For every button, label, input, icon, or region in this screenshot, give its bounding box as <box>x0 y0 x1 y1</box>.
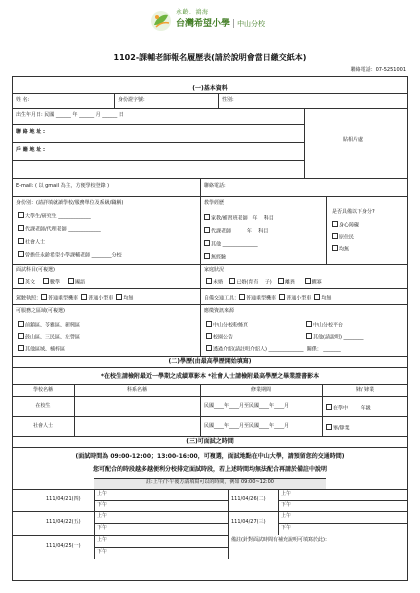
area-option-1[interactable]: 前鎮區、苓雅區、新興區 <box>18 321 80 329</box>
area-option-3[interactable]: 其他區域、楠梓區 <box>18 345 65 353</box>
contact-phone-label: 聯絡電話: <box>204 183 226 189</box>
edu-header-status: 肄/ 肄業 <box>355 387 375 393</box>
identity-special-label: 是否具備以下身分? <box>332 209 375 215</box>
school-logo <box>150 8 280 38</box>
education-note: *在校生請檢附最近一學期之成績單影本 *社會人士請檢附最高學歷之畢業證書影本 <box>100 373 320 380</box>
identity-label: 身份別：(請詳填就讀學校/服務單位及系級/職稱) <box>16 200 124 206</box>
contact-address-label: 聯 絡 地 址 : <box>16 129 45 135</box>
interview-remark[interactable]: 備註(針對面試時間有補充說明可填寫於此)： <box>231 537 330 543</box>
photo-placeholder: 貼相片處 <box>343 137 364 143</box>
registered-address-label: 戶 籍 地 址 : <box>16 147 45 153</box>
interview-date-3: 111/04/25(一) <box>46 543 81 549</box>
interview-slot-3-am[interactable]: 上午 <box>97 537 108 543</box>
edu-header-dept: 科系名稱 <box>126 387 147 393</box>
logo-main-text: 台灣希望小學 | 中山分校 <box>176 19 266 29</box>
interview-slot-1-pm[interactable]: 下午 <box>97 502 108 508</box>
edu-period-row2[interactable]: 民國____年____月至民國____年____月 <box>204 423 290 429</box>
subjects-label: 面試科目(可複選) <box>16 267 55 273</box>
interview-slot-4-am[interactable]: 上午 <box>281 491 292 497</box>
interview-slot-2-pm[interactable]: 下午 <box>97 525 108 531</box>
email-field[interactable]: E-mail: ( 以 gmail 為主，方便學校登錄 ) <box>16 183 110 189</box>
birth-date-field[interactable]: 出生年月日: 民國 ______ 年 ______ 月 ______ 日 <box>16 112 124 118</box>
interview-slot-2-am[interactable]: 上午 <box>97 513 108 519</box>
interview-time-note: (面試時間為 09:00-12:00；13:00-16:00，可複選，面試地點在中山大學，請預留您的交通時間) <box>75 453 345 460</box>
interview-slot-1-am[interactable]: 上午 <box>97 491 108 497</box>
interview-slot-5-am[interactable]: 上午 <box>281 513 292 519</box>
interview-slot-3-pm[interactable]: 下午 <box>97 549 108 555</box>
logo-leaf-icon <box>150 10 172 32</box>
edu-header-period: 修業期間 <box>250 387 271 393</box>
edu-header-school: 學校名稱 <box>32 387 53 393</box>
family-label: 家庭狀況 <box>204 267 225 273</box>
family-options[interactable]: 未婚 已婚(育有 子) 離異 鰥寡 <box>206 278 322 286</box>
document-title: 1102-課輔老師報名履歷表(請於說明會當日繳交紙本) <box>113 53 307 62</box>
interview-slot-4-pm[interactable]: 下午 <box>281 502 292 508</box>
school-phone: 聯絡電話：07-5251001 <box>350 67 406 73</box>
interview-date-2: 111/04/22(五) <box>46 519 81 525</box>
interview-date-4: 111/04/26(二) <box>231 496 266 502</box>
edu-status-row2[interactable]: 畢/肄業 <box>326 424 350 432</box>
area-label: 可服務之區域(可複選) <box>16 308 65 314</box>
identity-substitute[interactable]: 代課老師/代理老師 _____________ <box>18 225 101 233</box>
special-none[interactable]: 均無 <box>332 245 349 253</box>
interview-arrange-note: 您可配合的時段越多越便利分校排定面試時段，若上述時間均無法配合再請於備註中說明 <box>92 466 327 473</box>
edu-row-student: 在校生 <box>35 403 51 409</box>
vehicle-options[interactable]: 自備交通工具： 普通重型機車 普通小型車 均無 <box>204 295 332 302</box>
identity-public[interactable]: 社會人士 <box>18 238 45 246</box>
interview-hint: 註:上午/下午後方請填寫可以的時間，例如 09:00~12:00 <box>146 479 274 485</box>
area-option-2[interactable]: 鼓山區、三民區、左營區 <box>18 333 80 341</box>
logo-top-text: 永齡．鴻海 <box>176 9 209 16</box>
special-indigenous[interactable]: 原住民 <box>332 233 354 241</box>
gender-label: 性別: <box>222 97 234 103</box>
identity-student[interactable]: 大學生/研究生 _____________ <box>18 212 91 220</box>
source-fanpage[interactable]: 中山分校粉絲頁 <box>206 321 248 329</box>
section-basic-header: (一)基本資料 <box>12 84 408 94</box>
teaching-tutor[interactable]: 家教/補習班老師 年 科目 <box>204 214 274 222</box>
teaching-none[interactable]: 無經驗 <box>204 253 226 261</box>
teaching-substitute[interactable]: 代課老師 年 科目 <box>204 227 268 235</box>
id-number-label: 身份證字號: <box>118 97 145 103</box>
source-referral[interactable]: 透過介紹(請註明介紹人) ______________ 關係： _______ <box>206 345 341 353</box>
subjects-options[interactable]: 英文 數學 國語 <box>18 278 85 286</box>
edu-status-row1[interactable]: 在學中 年級 <box>326 404 371 412</box>
special-disability[interactable]: 身心障礙 <box>332 221 359 229</box>
teaching-other[interactable]: 其他 ______________ <box>204 240 258 248</box>
section-education-header: (二)學歷(由最高學歷開始填寫) <box>12 356 408 368</box>
source-platform[interactable]: 中山分校平台 <box>306 321 343 329</box>
interview-slot-5-pm[interactable]: 下午 <box>281 525 292 531</box>
edu-row-public: 社會人士 <box>32 423 53 429</box>
identity-former-tutor[interactable]: 曾擔任永齡希望小學課輔老師 ________分校 <box>18 251 122 259</box>
section-interview-header: (三)可面試之時間 <box>12 436 408 448</box>
source-campus[interactable]: 校園公告 <box>206 333 233 341</box>
name-label: 姓 名: <box>16 97 30 103</box>
interview-date-1: 111/04/21(四) <box>46 496 81 502</box>
interview-date-5: 111/04/27(三) <box>231 519 266 525</box>
source-other[interactable]: 其他(請說明) ________ <box>306 333 364 341</box>
teaching-label: 教學經歷 <box>204 200 225 206</box>
source-label: 應徵資訊來源 <box>204 308 235 314</box>
license-options[interactable]: 駕駛執照： 普通重型機車 普通小型車 均無 <box>16 295 134 302</box>
edu-period-row1[interactable]: 民國____年____月至民國____年____月 <box>204 403 290 409</box>
